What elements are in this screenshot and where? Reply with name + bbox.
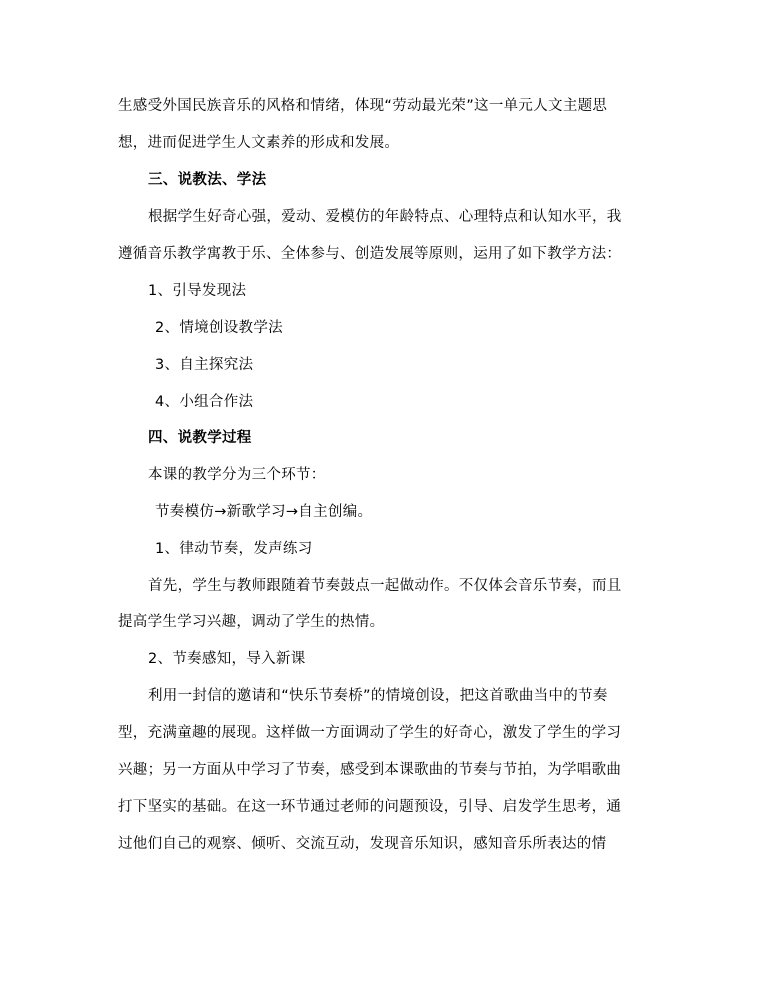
paragraph-line: 兴趣；另一方面从中学习了节奏，感受到本课歌曲的节奏与节拍，为学唱歌曲 [118, 762, 622, 778]
list-item: 4、小组合作法 [155, 394, 254, 410]
paragraph-line: 生感受外国民族音乐的风格和情绪，体现“劳动最光荣”这一单元人文主题思 [118, 98, 608, 114]
section-heading: 四、说教学过程 [148, 430, 252, 446]
paragraph-line: 节奏模仿→新歌学习→自主创编。 [155, 504, 373, 520]
paragraph-line: 打下坚实的基础。在这一环节通过老师的问题预设，引导、启发学生思考，通 [118, 799, 622, 815]
list-item: 1、引导发现法 [148, 283, 247, 299]
paragraph-line: 过他们自己的观察、倾听、交流互动，发现音乐知识，感知音乐所表达的情 [118, 836, 607, 852]
paragraph-line: 想，进而促进学生人文素养的形成和发展。 [118, 135, 400, 151]
paragraph-line: 利用一封信的邀请和“快乐节奏桥”的情境创设，把这首歌曲当中的节奏 [148, 688, 608, 704]
section-heading: 三、说教法、学法 [148, 172, 267, 188]
list-item: 2、情境创设教学法 [155, 320, 283, 336]
paragraph-line: 根据学生好奇心强，爱动、爱模仿的年龄特点、心理特点和认知水平，我 [148, 209, 622, 225]
subheading-line: 2、节奏感知，导入新课 [148, 651, 306, 667]
paragraph-line: 提高学生学习兴趣，调动了学生的热情。 [118, 614, 385, 630]
paragraph-line: 型，充满童趣的展现。这样做一方面调动了学生的好奇心，激发了学生的学习 [118, 725, 622, 741]
list-item: 3、自主探究法 [155, 357, 254, 373]
paragraph-line: 本课的教学分为三个环节： [148, 467, 326, 483]
subheading-line: 1、律动节奏，发声练习 [155, 541, 313, 557]
paragraph-line: 遵循音乐教学寓教于乐、全体参与、创造发展等原则，运用了如下教学方法： [118, 246, 622, 262]
paragraph-line: 首先，学生与教师跟随着节奏鼓点一起做动作。不仅体会音乐节奏，而且 [148, 578, 622, 594]
